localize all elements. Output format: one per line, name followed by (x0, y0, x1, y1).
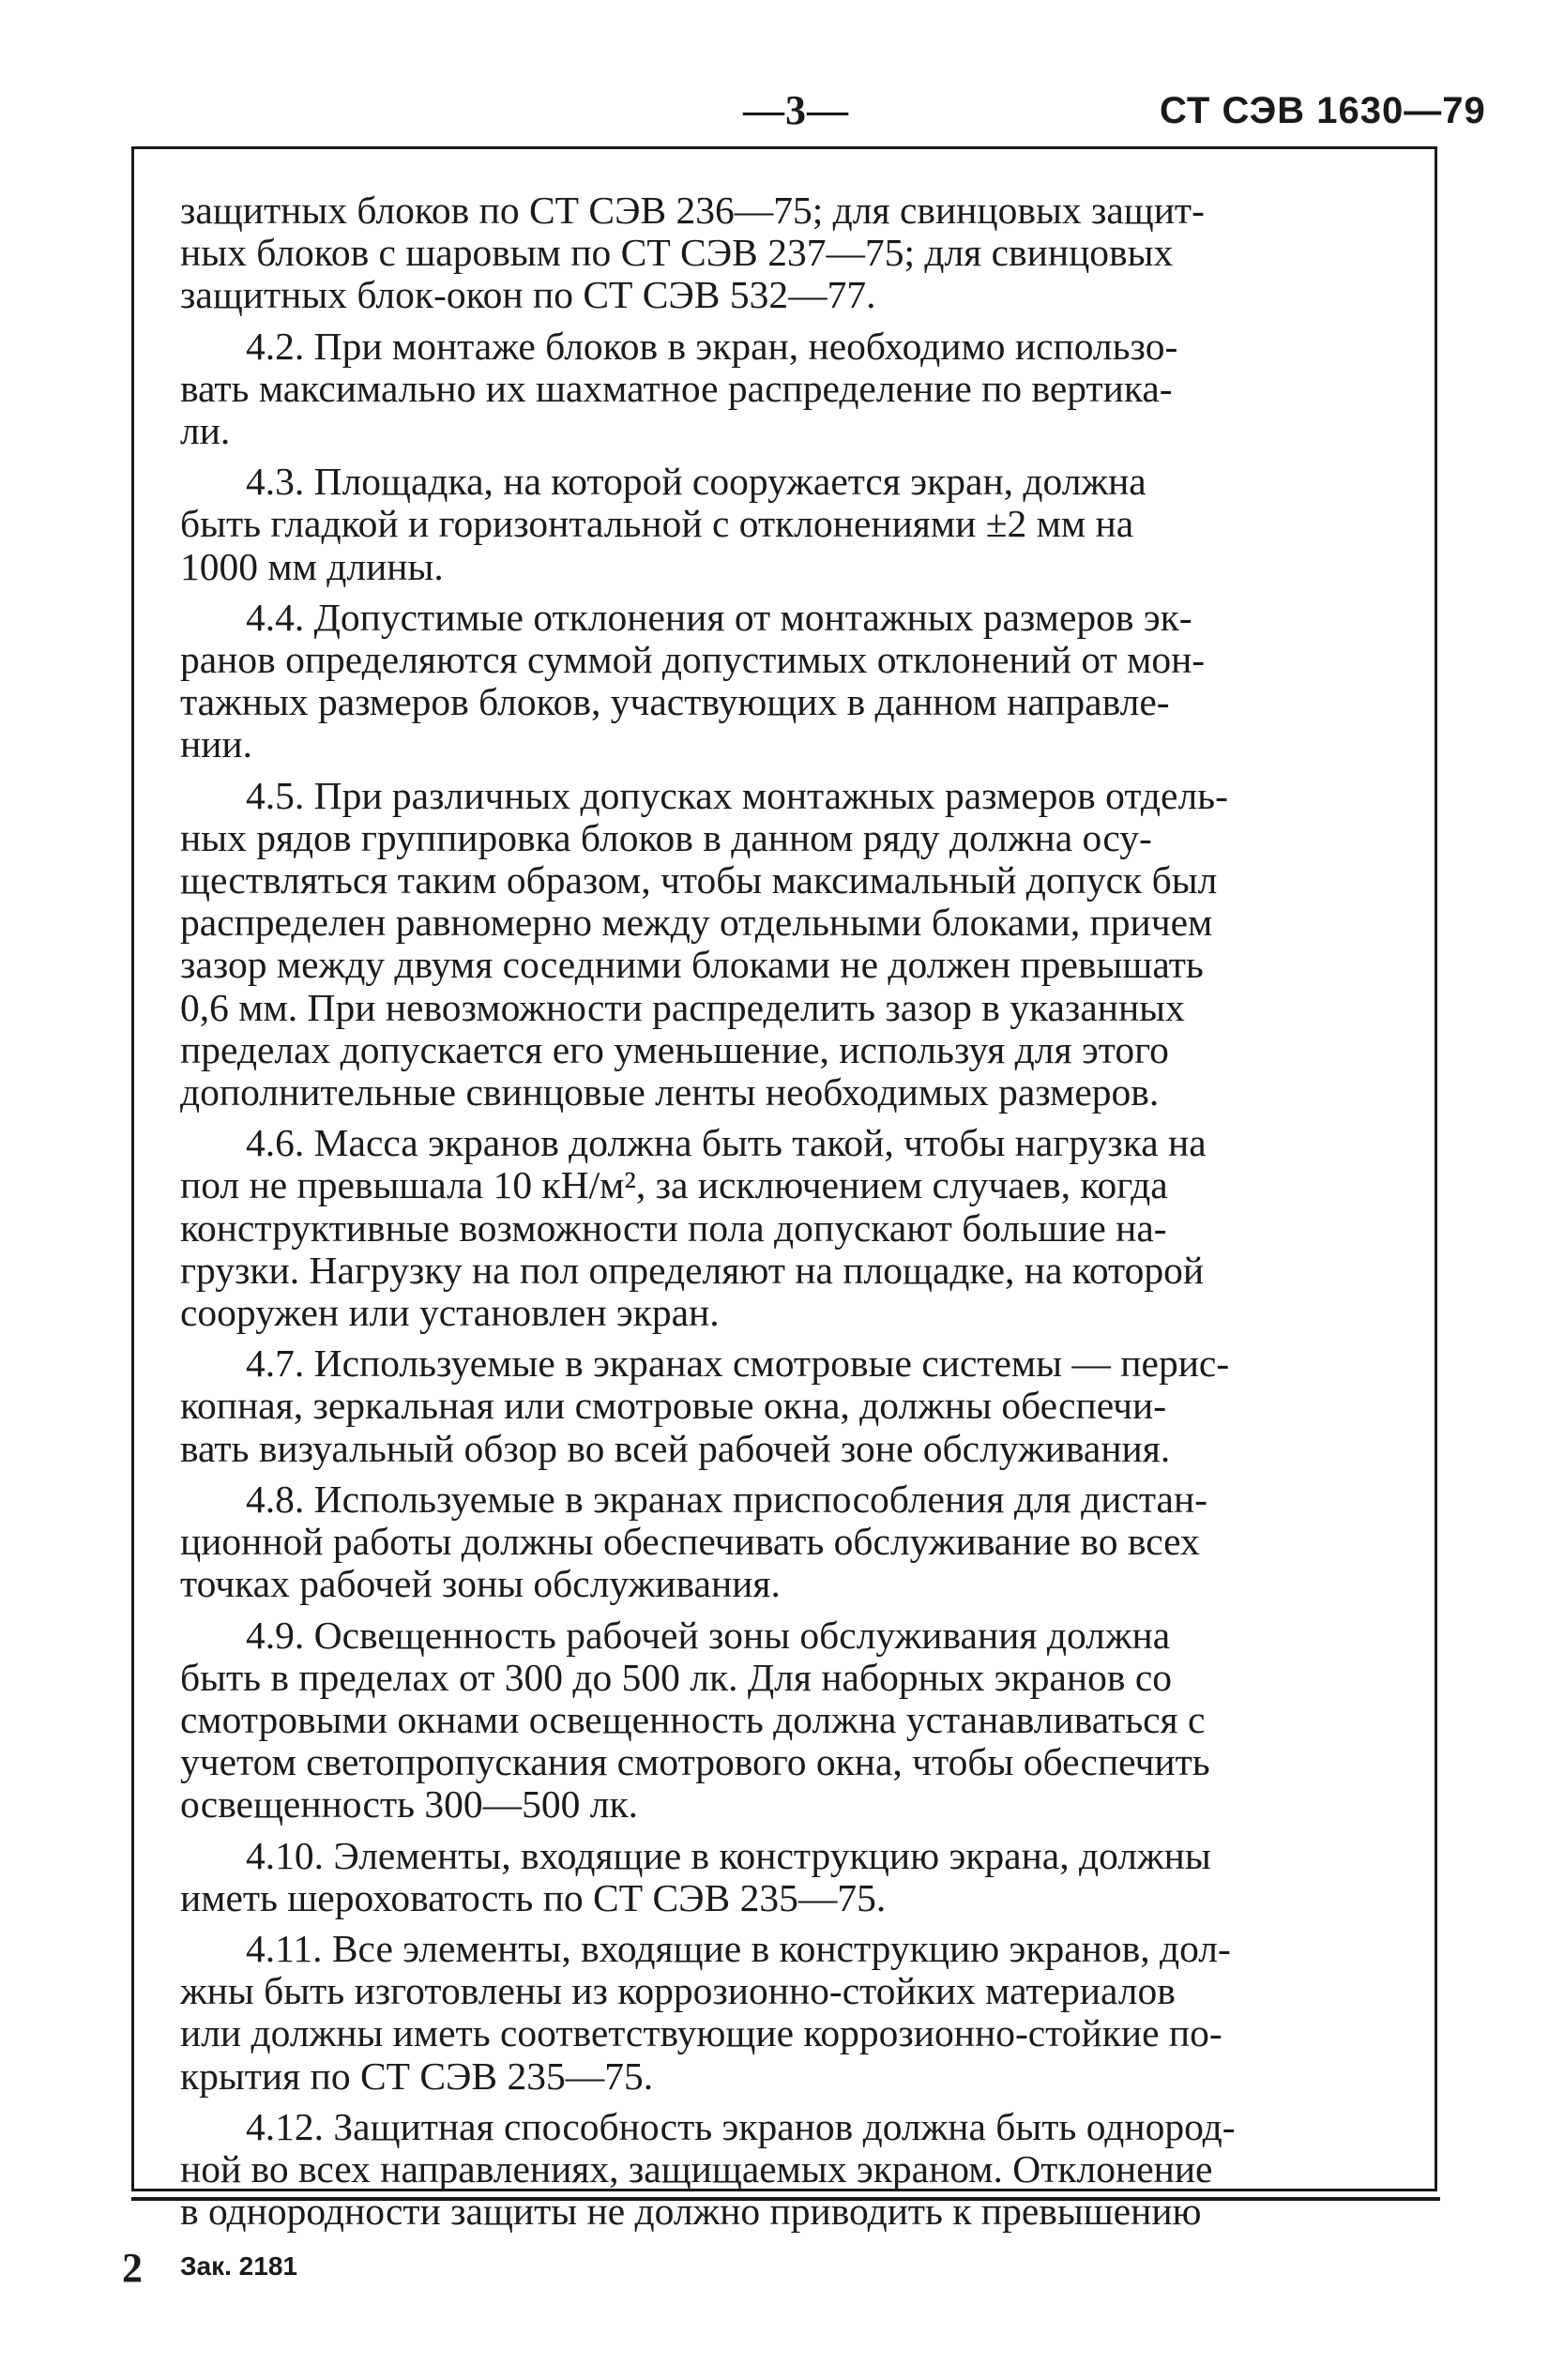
text-line: 4.6. Масса экранов должна быть такой, чтобы нагрузка на (246, 1122, 1207, 1165)
text-line: смотровыми окнами освещенность должна устанавливаться с (180, 1698, 1206, 1741)
text-line: 4.4. Допустимые отклонения от монтажных размеров эк- (246, 596, 1192, 639)
paragraph-4-6 (180, 1122, 1381, 1334)
text-line: ранов определяются суммой допустимых отклонений от мон- (180, 639, 1206, 682)
text-line: быть гладкой и горизонтальной с отклонениями ±2 мм на (180, 503, 1134, 546)
text-line: 0,6 мм. При невозможности распределить зазор в указанных (180, 986, 1185, 1029)
text-line: ционной работы должны обеспечивать обслуживание во всех (180, 1521, 1200, 1564)
paragraph-4-4 (180, 597, 1381, 766)
text-line: быть в пределах от 300 до 500 лк. Для наборных экранов со (180, 1656, 1173, 1699)
text-line: или должны иметь соответствующие коррозионно-стойкие по- (180, 2012, 1222, 2055)
sheet-number: 2 (122, 2245, 143, 2291)
text-line: пол не превышала 10 кН/м², за исключением случаев, когда (180, 1164, 1168, 1207)
text-line: 4.10. Элементы, входящие в конструкцию экрана, должны (246, 1834, 1211, 1877)
order-number: Зак. 2181 (180, 2251, 297, 2281)
text-line: конструктивные возможности пола допускают большие на- (180, 1206, 1167, 1250)
text-line: 4.8. Используемые в экранах приспособления для дистан- (246, 1478, 1207, 1521)
text-line: крытия по СТ СЭВ 235—75. (180, 2054, 654, 2098)
text-line: ных блоков с шаровым по СТ СЭВ 237—75; для свинцовых (180, 232, 1174, 275)
text-line: защитных блок-окон по СТ СЭВ 532—77. (180, 274, 876, 317)
text-line: ных рядов группировка блоков в данном ряду должна осу- (180, 816, 1152, 859)
text-line: пределах допускается его уменьшение, используя для этого (180, 1028, 1169, 1071)
text-line: ли. (180, 410, 231, 453)
text-line: 4.5. При различных допусках монтажных размеров отдель- (246, 774, 1228, 817)
text-line: тажных размеров блоков, участвующих в данном направле- (180, 681, 1170, 724)
text-line: грузки. Нагрузку на пол определяют на площадке, на которой (180, 1249, 1205, 1292)
text-line: учетом светопропускания смотрового окна, чтобы обеспечить (180, 1741, 1210, 1784)
text-line: 4.12. Защитная способность экранов должна быть однород- (246, 2105, 1236, 2148)
paragraph-4-12 (180, 2106, 1381, 2234)
text-line: вать визуальный обзор во всей рабочей зоне обслуживания. (180, 1427, 1171, 1470)
text-line: зазор между двумя соседними блоками не должен превышать (180, 944, 1204, 987)
text-line: в однородности защиты не должно приводить к превышению (180, 2191, 1202, 2234)
text-line: жны быть изготовлены из коррозионно-стойких материалов (180, 1970, 1176, 2013)
paragraph-4-9 (180, 1614, 1381, 1827)
text-line: иметь шероховатость по СТ СЭВ 235—75. (180, 1876, 887, 1919)
standard-code: СТ СЭВ 1630—79 (1160, 90, 1486, 131)
text-line: вать максимально их шахматное распределение по вертика- (180, 367, 1173, 410)
text-line: 4.2. При монтаже блоков в экран, необходимо использо- (246, 325, 1178, 368)
paragraph-4-11 (180, 1928, 1381, 2098)
text-line: сооружен или установлен экран. (180, 1292, 720, 1335)
text-line: 4.11. Все элементы, входящие в конструкцию экранов, дол- (246, 1927, 1231, 1970)
text-line: освещенность 300—500 лк. (180, 1783, 639, 1827)
text-line: точках рабочей зоны обслуживания. (180, 1563, 781, 1606)
paragraph-4-3 (180, 461, 1381, 588)
paragraph-4-2 (180, 326, 1381, 453)
page-number: —3— (743, 87, 849, 133)
paragraph-4-5 (180, 775, 1381, 1114)
paragraph-4-8 (180, 1478, 1381, 1606)
paragraph-4-1-continuation (180, 189, 1381, 317)
paragraph-4-7 (180, 1342, 1381, 1470)
text-line: 4.9. Освещенность рабочей зоны обслуживания должна (246, 1614, 1171, 1657)
text-line: ществляться таким образом, чтобы максимальный допуск был (180, 859, 1218, 902)
text-line: 4.3. Площадка, на которой сооружается экран, должна (246, 461, 1146, 504)
text-line: 4.7. Используемые в экранах смотровые системы — перис- (246, 1342, 1230, 1386)
paragraph-4-10 (180, 1835, 1381, 1919)
text-line: 1000 мм длины. (180, 545, 444, 588)
text-line: ной во всех направлениях, защищаемых экраном. Отклонение (180, 2147, 1213, 2191)
text-line: нии. (180, 723, 253, 766)
text-body (180, 189, 1381, 2233)
text-line: защитных блоков по СТ СЭВ 236—75; для свинцовых защит- (180, 189, 1205, 232)
text-line: копная, зеркальная или смотровые окна, должны обеспечи- (180, 1385, 1167, 1428)
text-line: распределен равномерно между отдельными блоками, причем (180, 902, 1213, 945)
text-line: дополнительные свинцовые ленты необходимых размеров. (180, 1071, 1160, 1114)
